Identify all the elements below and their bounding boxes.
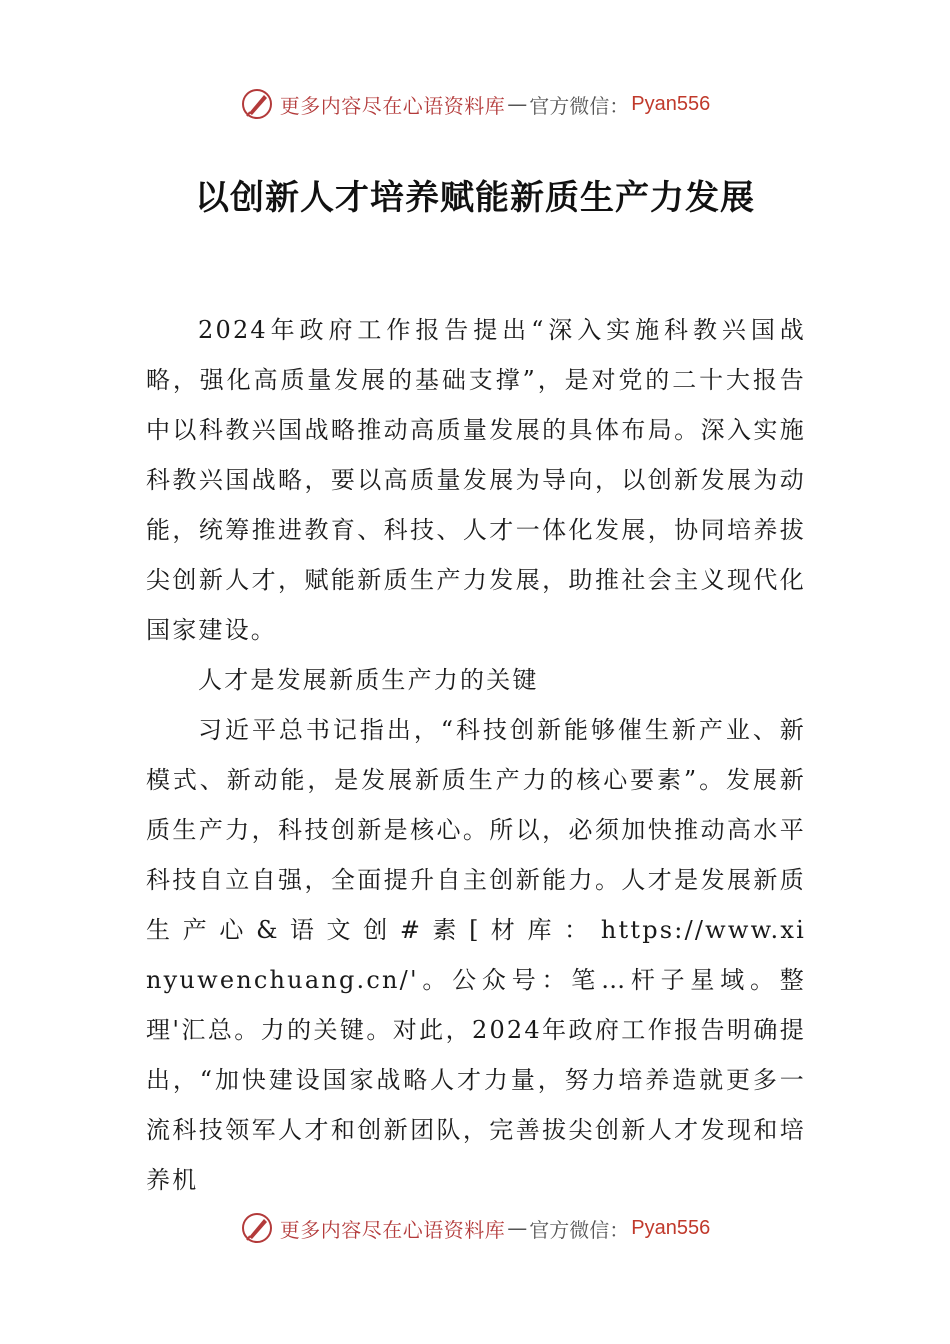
- section-heading: 人才是发展新质生产力的关键: [198, 666, 539, 694]
- banner-wechat-label: 官方微信：: [529, 93, 630, 118]
- header-watermark-banner: [0, 84, 950, 124]
- paragraph-talent: 习近平总书记指出，“科技创新能够催生新产业、新模式、新动能，是发展新质生产力的核心要素”。发展新质生产力，科技创新是核心。所以，必须加快推动高水平科技自立自强，全面提升自主创新能力。人才是发展新质生 产 心 & 语 文 创 # 素 [ 材 库 ： https://www.xinyuwenchuang.cn/'。公众号：笔…杆子星域。整理'汇总。力的关键。对此，2024年政府工作报告明确提出，“加快建设国家战略人才力量，努力培养造就更多一流科技领军人才和创新团队，完善拔尖创新人才发现和培养机: [146, 716, 806, 1194]
- banner-wechat-label: 官方微信：: [529, 1217, 630, 1242]
- paragraph-intro: 2024年政府工作报告提出“深入实施科教兴国战略，强化高质量发展的基础支撑”，是对党的二十大报告中以科教兴国战略推动高质量发展的具体布局。深入实施科教兴国战略，要以高质量发展为导向，以创新发展为动能，统筹推进教育、科技、人才一体化发展，协同培养拔尖创新人才，赋能新质生产力发展，助推社会主义现代化国家建设。: [146, 316, 806, 644]
- banner-library-text: 更多内容尽在心语资料库: [279, 1217, 506, 1242]
- banner-wechat-id: Pyan556: [631, 1216, 711, 1239]
- article-body: [146, 305, 806, 1205]
- banner-library-text: 更多内容尽在心语资料库: [279, 93, 506, 118]
- banner-wechat-id: Pyan556: [631, 92, 711, 115]
- quill-pen-logo-icon: [240, 1211, 274, 1245]
- page-title: 以创新人才培养赋能新质生产力发展: [195, 178, 755, 218]
- quill-pen-logo-icon: [240, 87, 274, 121]
- banner-dash: —: [507, 1216, 528, 1240]
- banner-dash: —: [507, 92, 528, 116]
- footer-watermark-banner: [0, 1208, 950, 1248]
